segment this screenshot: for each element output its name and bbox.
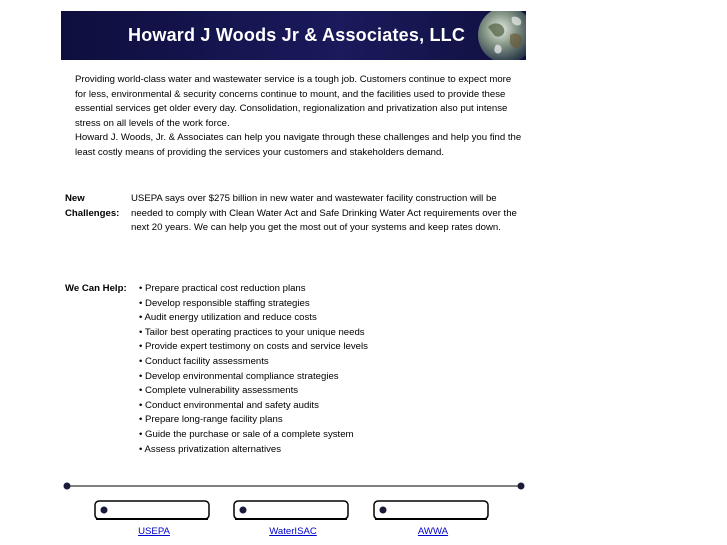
list-item: • Conduct environmental and safety audits	[139, 399, 368, 414]
intro-paragraph-1: Providing world-class water and wastewater service is a tough job. Customers continue to expect more for less, environmental & security concerns continue to mount, and the facilities used to provide these essential services get older every day. Consolidation, regionalization and privatization also put intense stress on all levels of the work force.	[75, 74, 512, 129]
usepa-link-button[interactable]	[94, 500, 210, 520]
challenges-label: New Challenges:	[65, 193, 120, 219]
list-item: • Develop responsible staffing strategies	[139, 297, 368, 312]
list-item: • Audit energy utilization and reduce costs	[139, 311, 368, 326]
usepa-link[interactable]: USEPA	[138, 526, 170, 537]
header-banner	[61, 11, 526, 60]
help-list	[139, 282, 368, 457]
intro-paragraph-2: Howard J. Woods, Jr. & Associates can help you navigate through these challenges and help you find the least costly means of providing the services your customers and stakeholders demand.	[75, 132, 522, 158]
list-item: • Tailor best operating practices to your unique needs	[139, 326, 368, 341]
awwa-link-button[interactable]	[373, 500, 489, 520]
site-title: Howard J Woods Jr & Associates, LLC	[128, 25, 466, 45]
globe-icon	[476, 11, 526, 60]
challenges-text: USEPA says over $275 billion in new water and wastewater facility construction will be needed to comply with Clean Water Act and Safe Drinking Water Act requirements over the next 20 years. We can help you get the most out of your systems and keep rates down.	[131, 193, 517, 234]
list-item: • Prepare practical cost reduction plans	[139, 282, 368, 297]
list-item: • Develop environmental compliance strategies	[139, 370, 368, 385]
intro-text	[75, 73, 525, 161]
divider-line	[63, 482, 525, 490]
awwa-link[interactable]: AWWA	[417, 526, 449, 537]
help-label: We Can Help:	[65, 283, 127, 294]
list-item: • Assess privatization alternatives	[139, 443, 368, 458]
list-item: • Complete vulnerability assessments	[139, 384, 368, 399]
list-item: • Provide expert testimony on costs and service levels	[139, 340, 368, 355]
list-item: • Guide the purchase or sale of a complete system	[139, 428, 368, 443]
list-item: • Prepare long-range facility plans	[139, 413, 368, 428]
list-item: • Conduct facility assessments	[139, 355, 368, 370]
waterisac-link-button[interactable]	[233, 500, 349, 520]
waterisac-link[interactable]: WaterISAC	[269, 526, 317, 537]
